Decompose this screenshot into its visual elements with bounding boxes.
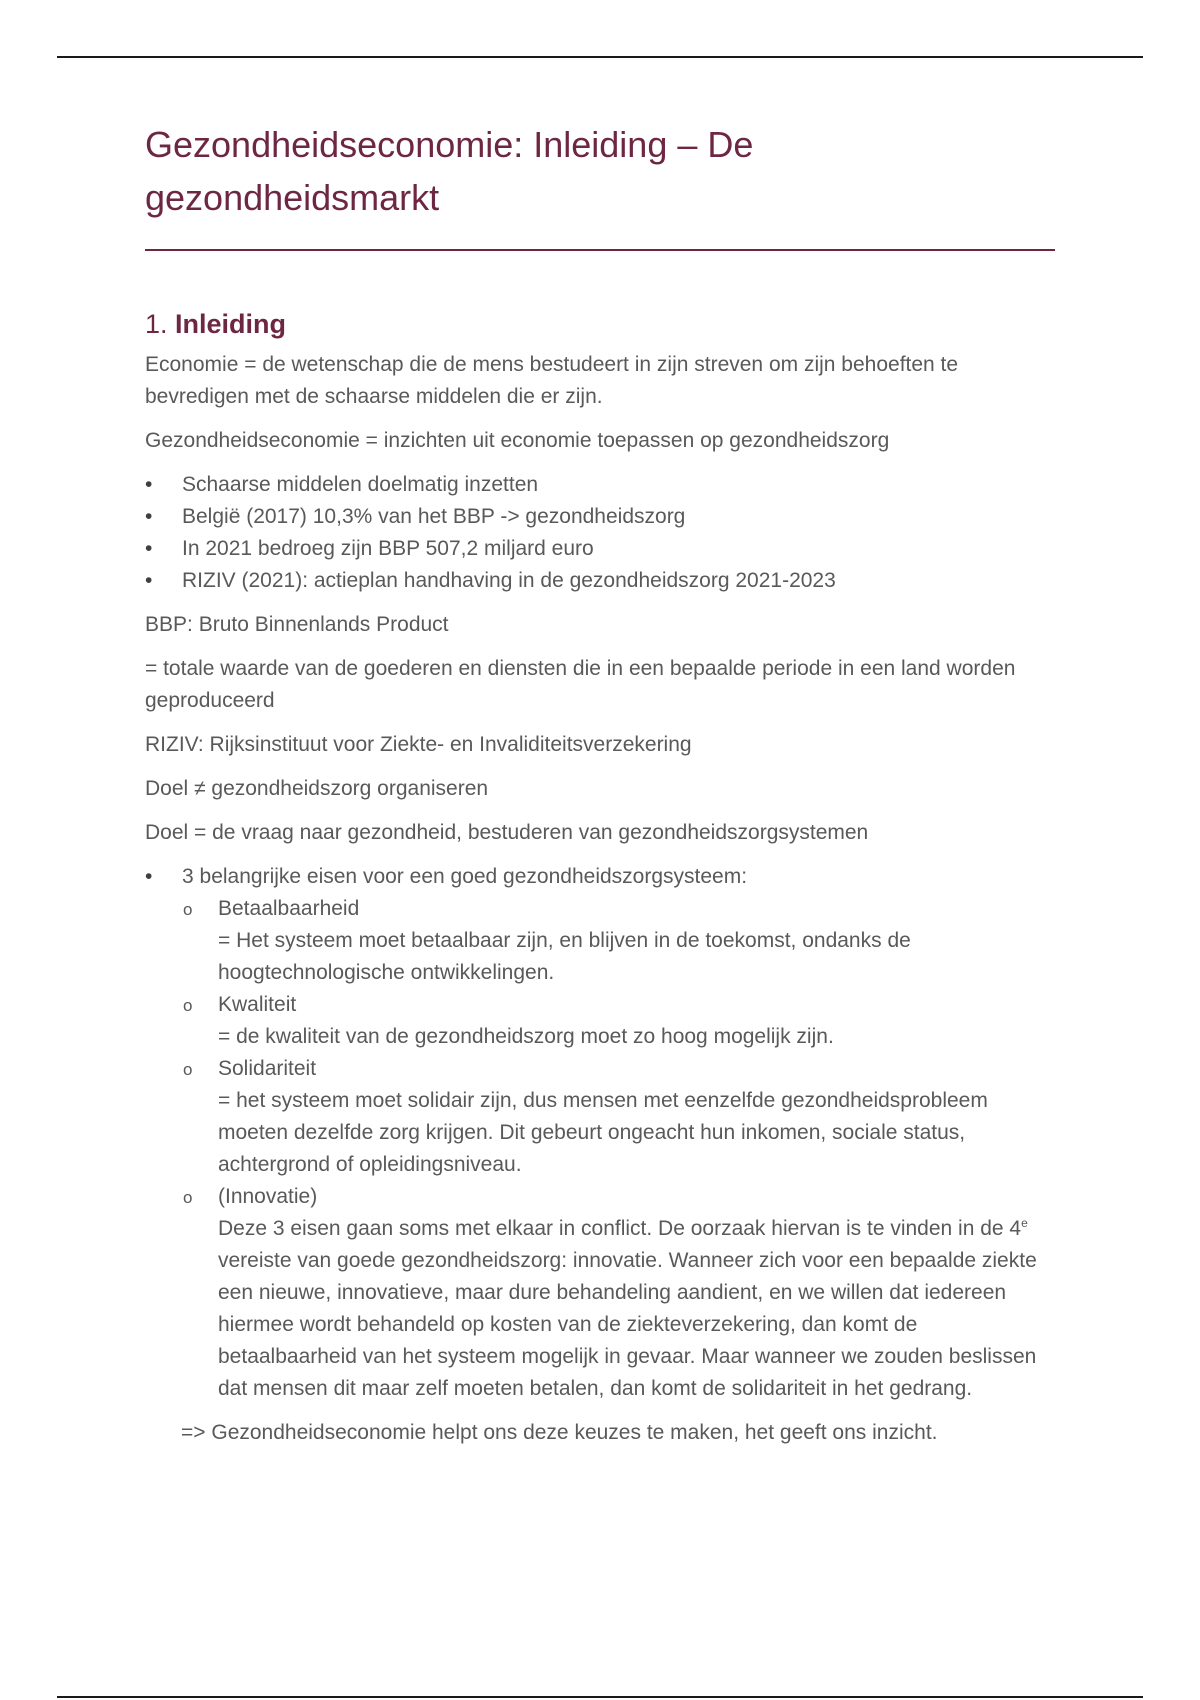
requirements-intro-text: 3 belangrijke eisen voor een goed gezondheidszorgsysteem: bbox=[182, 865, 748, 888]
section-number: 1. bbox=[145, 309, 168, 339]
goal-is: Doel = de vraag naar gezondheid, bestuderen van gezondheidszorgsystemen bbox=[145, 821, 869, 844]
paragraph-economie: Economie = de wetenschap die de mens bestudeert in zijn streven om zijn behoeften te bevredigen met de schaarse middelen die er zijn. bbox=[145, 353, 959, 408]
conclusion: => Gezondheidseconomie helpt ons deze keuzes te maken, het geeft ons inzicht. bbox=[181, 1421, 938, 1444]
goal-not: Doel ≠ gezondheidszorg organiseren bbox=[145, 777, 489, 800]
list-item: • In 2021 bedroeg zijn BBP 507,2 miljard euro bbox=[145, 533, 1055, 565]
requirement-description: = de kwaliteit van de gezondheidszorg moet zo hoog mogelijk zijn. bbox=[218, 1025, 834, 1048]
page-top-rule bbox=[57, 56, 1143, 58]
section-title: Inleiding bbox=[175, 309, 287, 339]
title-underline bbox=[145, 249, 1055, 251]
innovation-text-part-2: vereiste van goede gezondheidszorg: innovatie. Wanneer zich voor een bepaalde ziekte een nieuwe, innovatieve, maar dure behandeling aandient, en we willen dat iedereen hiermee wordt behandeld op kosten van de ziekteverzekering, dan komt de betaalbaarheid van het systeem mogelijk in gevaar. Maar wanneer we zouden beslissen dat mensen dit maar zelf moeten betalen, dan komt de solidariteit in het gedrang. bbox=[218, 1249, 1037, 1400]
requirement-description: = Het systeem moet betaalbaar zijn, en blijven in de toekomst, ondanks de hoogtechnologische ontwikkelingen. bbox=[218, 929, 911, 984]
requirement-item bbox=[182, 989, 1055, 1053]
requirement-description: = het systeem moet solidair zijn, dus mensen met eenzelfde gezondheidsprobleem moeten dezelfde zorg krijgen. Dit gebeurt ongeacht hun inkomen, sociale status, achtergrond of opleidingsniveau. bbox=[218, 1089, 988, 1176]
requirement-description bbox=[218, 1213, 1055, 1405]
document-title bbox=[145, 118, 1055, 224]
requirements-intro bbox=[145, 861, 1055, 1405]
list-item: • België (2017) 10,3% van het BBP -> gezondheidszorg bbox=[145, 501, 1055, 533]
paragraph-gezondheidseconomie: Gezondheidseconomie = inzichten uit economie toepassen op gezondheidszorg bbox=[145, 429, 890, 452]
document-body bbox=[145, 118, 1055, 1449]
requirement-item bbox=[182, 1181, 1055, 1405]
list-item: • Schaarse middelen doelmatig inzetten bbox=[145, 469, 1055, 501]
requirement-item bbox=[182, 893, 1055, 989]
bbp-definition: = totale waarde van de goederen en diensten die in een bepaalde periode in een land worden geproduceerd bbox=[145, 657, 1016, 712]
requirement-name: Solidariteit bbox=[218, 1057, 317, 1080]
riziv-definition: RIZIV: Rijksinstituut voor Ziekte- en Invaliditeitsverzekering bbox=[145, 733, 692, 756]
requirement-name: (Innovatie) bbox=[218, 1185, 318, 1208]
ordinal-superscript: e bbox=[1021, 1216, 1028, 1230]
innovation-text-part-1: Deze 3 eisen gaan soms met elkaar in conflict. De oorzaak hiervan is te vinden in de 4 bbox=[218, 1217, 1022, 1240]
requirement-item bbox=[182, 1053, 1055, 1181]
requirement-name: Kwaliteit bbox=[218, 993, 297, 1016]
section-heading bbox=[145, 307, 1055, 341]
page-bottom-rule bbox=[57, 1696, 1143, 1698]
requirements-sublist bbox=[182, 893, 1055, 1405]
list-item: • RIZIV (2021): actieplan handhaving in de gezondheidszorg 2021-2023 bbox=[145, 565, 1055, 597]
bbp-term: BBP: Bruto Binnenlands Product bbox=[145, 613, 449, 636]
requirement-name: Betaalbaarheid bbox=[218, 897, 360, 920]
requirements-list bbox=[145, 861, 1055, 1405]
facts-list bbox=[145, 469, 1055, 597]
document-title-line-2: gezondheidsmarkt bbox=[145, 177, 440, 218]
document-title-line-1: Gezondheidseconomie: Inleiding – De bbox=[145, 124, 754, 165]
